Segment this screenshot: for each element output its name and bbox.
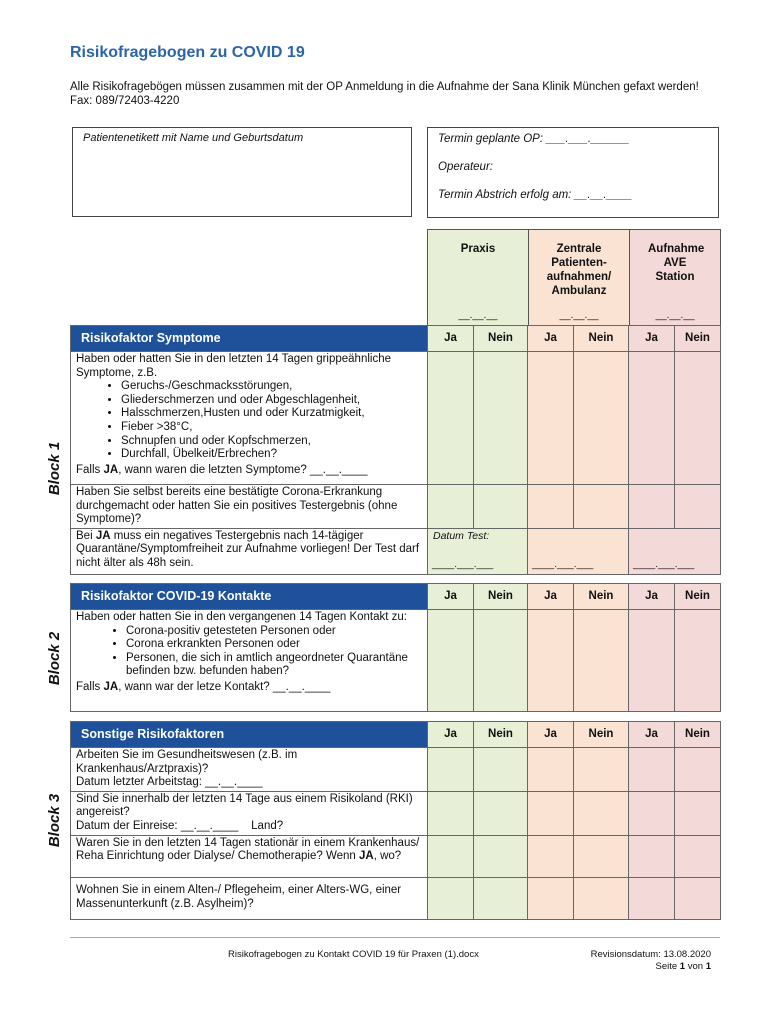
answer-cell[interactable] (428, 610, 474, 712)
ja-header: Ja (629, 722, 675, 748)
answer-cell[interactable] (629, 877, 675, 919)
list-item: • Corona-positiv getesteten Personen oder (126, 625, 422, 639)
text: von (685, 961, 706, 972)
ja-header: Ja (528, 722, 574, 748)
text: , wo? (373, 850, 402, 863)
col-aufnahme-date[interactable]: __.__.__ (655, 310, 695, 321)
text: muss ein negatives Testergebnis nach 14-tägiger Quarantäne/Symptomfreiheit zur Aufnahme vorliegen! Der Test darf nicht älter als 48h sein. (76, 529, 420, 569)
datum-test-aufnahme[interactable] (629, 528, 721, 574)
list-item: • Gliederschmerzen und oder Abgeschlagenheit, (121, 394, 422, 408)
footer-divider (70, 937, 720, 938)
col-praxis-label: Praxis (460, 243, 496, 255)
test-requirement (71, 528, 428, 574)
ja-header: Ja (629, 584, 675, 610)
table-row (71, 835, 721, 877)
ja-header: Ja (629, 326, 675, 352)
question-inpatient (71, 835, 428, 877)
block-2-head: Risikofaktor COVID-19 Kontakte (71, 584, 428, 610)
answer-cell[interactable] (474, 791, 528, 835)
answer-cell[interactable] (675, 610, 721, 712)
ja-header: Ja (528, 584, 574, 610)
text: 1 (705, 961, 711, 972)
ja-header: Ja (528, 326, 574, 352)
answer-cell[interactable] (474, 877, 528, 919)
answer-cell[interactable] (629, 485, 675, 529)
answer-cell[interactable] (428, 835, 474, 877)
block-1-head: Risikofaktor Symptome (71, 326, 428, 352)
text: Bei (76, 529, 96, 542)
ja-emphasis: JA (95, 529, 111, 542)
answer-cell[interactable] (528, 791, 574, 835)
list-item: • Schnupfen und oder Kopfschmerzen, (121, 435, 422, 449)
question-confirmed: Haben Sie selbst bereits eine bestätigte Corona-Erkrankung durchgemacht oder hatten Sie ein positives Testergebnis (ohne Symptome)? (71, 485, 428, 529)
text: 1 (679, 961, 686, 972)
question-contacts (71, 610, 428, 712)
datum-test-zentral[interactable] (528, 528, 629, 574)
answer-cell[interactable] (474, 610, 528, 712)
nein-header: Nein (474, 584, 528, 610)
list-item: • Fieber >38°C, (121, 421, 422, 435)
col-zentral-label: Zentrale Patienten-aufnahmen/ Ambulanz (546, 243, 612, 297)
text: Falls (76, 680, 104, 693)
falls-ja-line (76, 464, 422, 478)
question-text: Arbeiten Sie im Gesundheitswesen (z.B. im Krankenhaus/Arztpraxis)? (76, 749, 298, 775)
operateur: Operateur: (438, 161, 493, 173)
nein-header: Nein (574, 584, 629, 610)
text: Seite (655, 961, 680, 972)
list-item: • Personen, die sich in amtlich angeordneter Quarantäne befinden bzw. befunden haben? (126, 652, 422, 679)
answer-cell[interactable] (574, 748, 629, 792)
answer-cell[interactable] (528, 485, 574, 529)
datum-test-label: Datum Test: (433, 529, 490, 542)
block-1-table (70, 325, 721, 575)
question-text: Sind Sie innerhalb der letzten 14 Tage aus einem Risikoland (RKI) angereist? (76, 792, 413, 819)
patient-label: Patientenetikett mit Name und Geburtsdatum (83, 132, 304, 144)
datum-blank: ____.___.___ (532, 559, 594, 571)
table-row (71, 485, 721, 529)
list-item: • Halsschmerzen,Husten und oder Kurzatmigkeit, (121, 407, 422, 421)
answer-cell[interactable] (428, 485, 474, 529)
ja-emphasis: JA (103, 463, 119, 476)
ja-header: Ja (428, 722, 474, 748)
answer-cell[interactable] (574, 610, 629, 712)
answer-cell[interactable] (675, 352, 721, 485)
answer-cell[interactable] (574, 791, 629, 835)
page-title: Risikofragebogen zu COVID 19 (70, 44, 305, 61)
col-aufnahme (629, 229, 721, 326)
nein-header: Nein (675, 584, 721, 610)
answer-cell[interactable] (428, 748, 474, 792)
col-praxis-date[interactable]: __.__.__ (458, 310, 498, 321)
answer-cell[interactable] (528, 877, 574, 919)
patient-label-box[interactable] (72, 127, 412, 217)
answer-cell[interactable] (474, 748, 528, 792)
termin-abstrich: Termin Abstrich erfolg am: __.__.____ (438, 189, 633, 201)
answer-cell[interactable] (474, 835, 528, 877)
intro-text: Alle Risikofragebögen müssen zusammen mit der OP Anmeldung in die Aufnahme der Sana Klinik München gefaxt werden! Fax: 089/72403-4220 (70, 81, 699, 107)
answer-cell[interactable] (474, 352, 528, 485)
answer-cell[interactable] (675, 791, 721, 835)
block-1-label: Block 1 (46, 441, 64, 496)
page-number (580, 961, 711, 973)
block-2-label: Block 2 (46, 631, 64, 686)
question-residence: Wohnen Sie in einem Alten-/ Pflegeheim, einer Alters-WG, einer Massenunterkunft (z.B. Asylheim)? (71, 877, 428, 919)
block-3-head: Sonstige Risikofaktoren (71, 722, 428, 748)
question-text: Haben oder hatten Sie in den vergangenen 14 Tagen Kontakt zu: (76, 611, 407, 623)
answer-cell[interactable] (675, 835, 721, 877)
table-row (71, 528, 721, 574)
question-travel (71, 791, 428, 835)
answer-cell[interactable] (574, 877, 629, 919)
block-2-table (70, 583, 721, 712)
answer-cell[interactable] (629, 791, 675, 835)
answer-cell[interactable] (629, 352, 675, 485)
block-3-label: Block 3 (46, 793, 64, 848)
answer-cell[interactable] (675, 748, 721, 792)
answer-cell[interactable] (428, 791, 474, 835)
answer-cell[interactable] (574, 835, 629, 877)
answer-cell[interactable] (428, 352, 474, 485)
nein-header: Nein (574, 326, 629, 352)
revision-date: Revisionsdatum: 13.08.2020 (590, 949, 711, 960)
block-3-table (70, 721, 721, 920)
question-symptoms (71, 352, 428, 485)
answer-cell[interactable] (675, 877, 721, 919)
text: , wann war der letze Kontakt? __.__.____ (118, 680, 331, 693)
answer-cell[interactable] (629, 835, 675, 877)
table-row (71, 748, 721, 792)
answer-cell[interactable] (629, 748, 675, 792)
datum-blank: ____.___.___ (633, 559, 695, 571)
nein-header: Nein (474, 722, 528, 748)
falls-ja-line (76, 681, 422, 695)
col-aufnahme-label: Aufnahme AVE Station (648, 243, 705, 283)
answer-cell[interactable] (474, 485, 528, 529)
answer-cell[interactable] (675, 485, 721, 529)
ja-header: Ja (428, 326, 474, 352)
table-row (71, 352, 721, 485)
nein-header: Nein (574, 722, 629, 748)
footer-filename: Risikofragebogen zu Kontakt COVID 19 für Praxen (1).docx (228, 949, 479, 960)
col-praxis (427, 229, 529, 326)
footer-revision (580, 949, 711, 973)
list-item: • Geruchs-/Geschmacksstörungen, (121, 380, 422, 394)
nein-header: Nein (675, 326, 721, 352)
answer-cell[interactable] (528, 748, 574, 792)
text: Waren Sie in den letzten 14 Tagen stationär in einem Krankenhaus/ Reha Einrichtung oder Dialyse/ Chemotherapie? Wenn (76, 836, 420, 863)
termin-box[interactable] (427, 127, 719, 218)
symptom-list (76, 380, 422, 462)
answer-cell[interactable] (528, 352, 574, 485)
table-row (71, 791, 721, 835)
contact-list (76, 625, 422, 679)
answer-cell[interactable] (574, 485, 629, 529)
datum-test-praxis[interactable] (428, 528, 528, 574)
col-zentral-date[interactable]: __.__.__ (559, 310, 599, 321)
table-row (71, 610, 721, 712)
date-line: Datum letzter Arbeitstag: __.__.____ (76, 776, 263, 789)
table-row (71, 877, 721, 919)
nein-header: Nein (474, 326, 528, 352)
ja-header: Ja (428, 584, 474, 610)
list-item: • Durchfall, Übelkeit/Erbrechen? (121, 448, 422, 462)
answer-cell[interactable] (528, 610, 574, 712)
answer-cell[interactable] (528, 835, 574, 877)
date-line: Datum der Einreise: __.__.____ Land? (76, 819, 284, 832)
question-healthcare (71, 748, 428, 792)
datum-blank: ____.___.___ (432, 559, 494, 571)
col-zentral (528, 229, 630, 326)
ja-emphasis: JA (103, 680, 119, 693)
answer-cell[interactable] (574, 352, 629, 485)
question-text: Haben oder hatten Sie in den letzten 14 Tagen grippeähnliche Symptome, z.B. (76, 353, 391, 379)
text: Falls (76, 463, 104, 476)
answer-cell[interactable] (428, 877, 474, 919)
text: , wann waren die letzten Symptome? __.__.____ (118, 463, 368, 476)
list-item: • Corona erkrankten Personen oder (126, 638, 422, 652)
termin-op: Termin geplante OP: ___.___.______ (438, 133, 630, 145)
ja-emphasis: JA (358, 850, 374, 863)
nein-header: Nein (675, 722, 721, 748)
answer-cell[interactable] (629, 610, 675, 712)
